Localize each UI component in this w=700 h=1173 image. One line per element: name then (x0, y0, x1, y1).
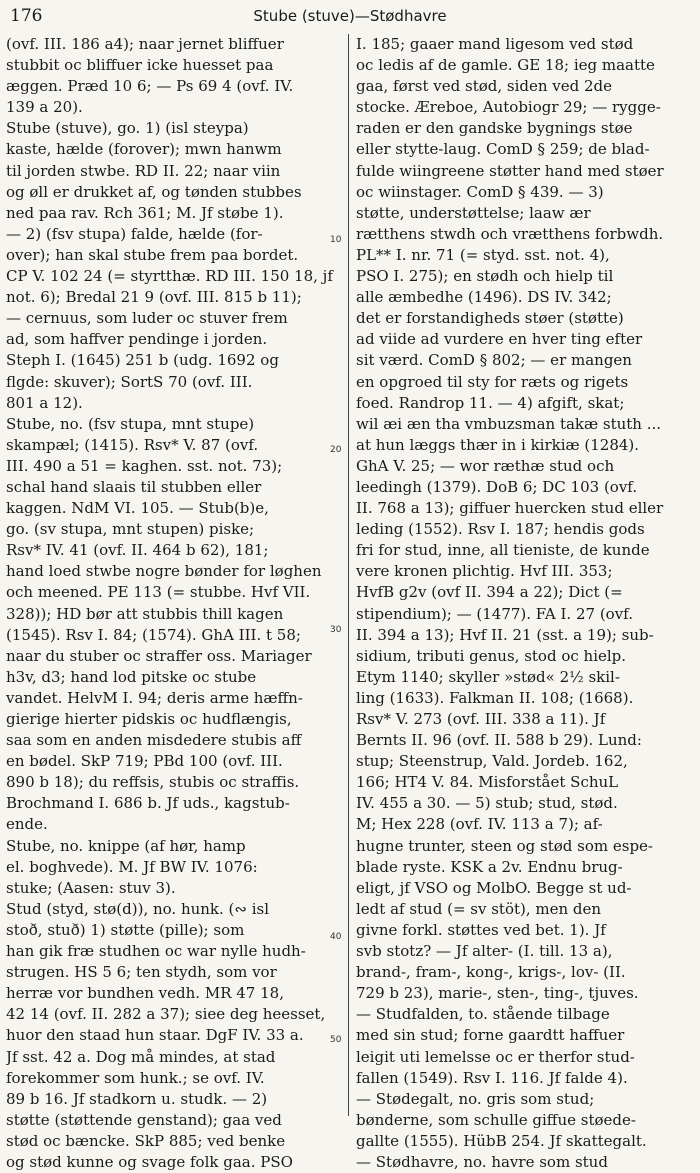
text-line: 328)); HD bør att stubbis thill kagen (6, 604, 284, 623)
text-line: naar du stuber oc straffer oss. Mariager (6, 646, 312, 665)
text-line: oc wiinstager. ComD § 439. — 3) (356, 182, 604, 201)
text-line: h3v, d3; hand lod pitske oc stube (6, 667, 257, 686)
text-line: rætthens stwdh och vrætthens forbwdh. (356, 224, 664, 243)
line-number: 30 (330, 625, 342, 635)
text-line: skampæl; (1415). Rsv* V. 87 (ovf. (6, 435, 259, 454)
text-line: wil æi æn tha vmbuzsman takæ stuth ... (356, 414, 662, 433)
text-line: ling (1633). Falkman II. 108; (1668). (356, 688, 634, 707)
text-line: hand loed stwbe nogre bønder for løghen (6, 562, 322, 581)
text-line: det er forstandigheds støer (støtte) (356, 309, 624, 328)
text-line: svb stotz? — Jf alter- (I. till. 13 a), (356, 942, 613, 961)
text-line: gierige hierter pidskis oc hudflængis, (6, 710, 292, 728)
text-line: til jorden stwbe. RD II. 22; naar viin (6, 161, 281, 180)
text-line: flgde: skuver); SortS 70 (ovf. III. (6, 372, 253, 391)
text-line: ad, som haffver pendinge i jorden. (6, 330, 268, 349)
text-line: strugen. HS 5 6; ten stydh, som vor (6, 963, 277, 982)
text-line: stocke. Æreboe, Autobiogr 29; — rygge- (356, 98, 661, 117)
text-line: stup; Steenstrup, Vald. Jordeb. 162, (356, 752, 628, 771)
text-line: en opgroed til sty for ræts og rigets (356, 372, 629, 391)
text-line: hugne trunter, steen og stød som espe- (356, 836, 653, 855)
text-line: Brochmand I. 686 b. Jf uds., kagstub- (6, 794, 290, 813)
line-number: 10 (330, 235, 342, 245)
text-line: brand-, fram-, kong-, krigs-, lov- (II. (356, 963, 626, 982)
text-line: foed. Randrop 11. — 4) afgift, skat; (356, 393, 625, 412)
text-line: 42 14 (ovf. II. 282 a 37); siee deg heesset, (6, 1005, 326, 1024)
text-line: stubbit oc bliffuer icke huesset paa (6, 56, 274, 75)
text-line: blade ryste. KSK a 2v. Endnu brug- (356, 857, 623, 876)
text-line: leding (1552). Rsv I. 187; hendis gods (356, 520, 645, 539)
text-line: forekommer som hunk.; se ovf. IV. (6, 1068, 265, 1087)
text-line: gallte (1555). HübB 254. Jf skattegalt. (356, 1131, 647, 1150)
text-line: ende. (6, 815, 48, 834)
text-line: II. 394 a 13); Hvf II. 21 (sst. a 19); sub- (356, 625, 654, 644)
text-line: stipendium); — (1477). FA I. 27 (ovf. (356, 604, 633, 623)
line-number: 20 (330, 445, 342, 455)
text-line: og øll er drukket af, og tønden stubbes (6, 182, 302, 201)
text-line: CP V. 102 24 (= styrtthæ. RD III. 150 18, jf (6, 267, 333, 286)
text-line: schal hand slaais til stubben eller (6, 477, 262, 496)
page-header (0, 0, 700, 34)
text-line: not. 6); Bredal 21 9 (ovf. III. 815 b 11); (6, 288, 302, 307)
text-line: 166; HT4 V. 84. Misforstået SchuL (356, 773, 619, 792)
text-line: Jf sst. 42 a. Dog må mindes, at stad (6, 1047, 276, 1066)
text-line: (1545). Rsv I. 84; (1574). GhA III. t 58; (6, 625, 301, 644)
text-line: el. boghvede). M. Jf BW IV. 1076: (6, 857, 258, 876)
text-line: herræ vor bundhen vedh. MR 47 18, (6, 984, 284, 1003)
text-line: 890 b 18); du reffsis, stubis oc straffis. (6, 773, 300, 792)
text-line: sit værd. ComD § 802; — er mangen (356, 351, 632, 370)
text-line: kaggen. NdM VI. 105. — Stub(b)e, (6, 499, 269, 518)
text-line: sidium, tributi genus, stod oc hielp. (356, 646, 627, 665)
text-line: ned paa rav. Rch 361; M. Jf støbe 1). (6, 203, 284, 222)
text-line: — 2) (fsv stupa) falde, hælde (for- (6, 224, 263, 243)
text-line: ad viide ad vurdere en hver ting efter (356, 330, 643, 349)
text-line: (ovf. III. 186 a4); naar jernet bliffuer (6, 35, 284, 53)
text-line: — Studfalden, to. stående tilbage (356, 1005, 610, 1024)
text-line: eligt, jf VSO og MolbO. Begge st ud- (356, 878, 632, 897)
text-line: og stød kunne og svage folk gaa. PSO (6, 1152, 293, 1171)
text-line: Stube, no. (fsv stupa, mnt stupe) (6, 414, 255, 433)
text-line: stoð, stuð) 1) støtte (pille); som (6, 920, 245, 939)
text-line: huor den staad hun staar. DgF IV. 33 a. (6, 1026, 304, 1045)
text-line: Rsv* IV. 41 (ovf. II. 464 b 62), 181; (6, 541, 269, 560)
text-line: han gik fræ studhen oc war nylle hudh- (6, 942, 306, 961)
text-line: Rsv* V. 273 (ovf. III. 338 a 11). Jf (356, 710, 606, 728)
line-number: 50 (330, 1035, 342, 1045)
text-line: PSO I. 275); en stødh och hielp til (356, 267, 614, 286)
left-column (6, 34, 344, 1173)
text-line: Stube, no. knippe (af hør, hamp (6, 836, 246, 855)
text-line: PL** I. nr. 71 (= styd. sst. not. 4), (356, 245, 610, 264)
text-line: vandet. HelvM I. 94; deris arme hæffn- (6, 688, 303, 707)
page-number: 176 (10, 6, 43, 26)
text-line: IV. 455 a 30. — 5) stub; stud, stød. (356, 794, 618, 813)
text-line: fallen (1549). Rsv I. 116. Jf falde 4). (356, 1068, 628, 1087)
text-line: 729 b 23), marie-, sten-, ting-, tjuves. (356, 984, 639, 1003)
text-line: vere kronen plichtig. Hvf III. 353; (356, 562, 613, 581)
text-line: GhA V. 25; — wor ræthæ stud och (356, 456, 615, 475)
text-line: saa som en anden misdedere stubis aff (6, 731, 302, 750)
text-line: leedingh (1379). DoB 6; DC 103 (ovf. (356, 477, 638, 496)
text-line: at hun læggs thær in i kirkiæ (1284). (356, 435, 640, 454)
text-line: ledt af stud (= sv stöt), men den (356, 899, 602, 918)
right-column (356, 34, 694, 1173)
text-line: Stud (styd, stø(d)), no. hunk. (∾ isl (6, 899, 270, 918)
text-line: Stube (stuve), go. 1) (isl steypa) (6, 119, 249, 138)
text-line: II. 768 a 13); giffuer huercken stud eller (356, 499, 664, 518)
text-line: støtte (støttende genstand); gaa ved (6, 1110, 282, 1129)
text-line: 801 a 12). (6, 393, 83, 412)
text-line: Etym 1140; skyller »stød« 2½ skil- (356, 667, 620, 686)
text-line: III. 490 a 51 = kaghen. sst. not. 73); (6, 456, 283, 475)
text-line: fulde wiingreene støtter hand med støer (356, 161, 664, 180)
text-line: alle æmbedhe (1496). DS IV. 342; (356, 288, 612, 307)
text-line: stød oc bæncke. SkP 885; ved benke (6, 1131, 286, 1150)
text-line: I. 185; gaaer mand ligesom ved stød (356, 35, 634, 53)
text-line: med sin stud; forne gaardtt haffuer (356, 1026, 625, 1045)
text-line: och meened. PE 113 (= stubbe. Hvf VII. (6, 583, 311, 602)
text-line: — Stødegalt, no. gris som stud; (356, 1089, 595, 1108)
text-line: Bernts II. 96 (ovf. II. 588 b 29). Lund: (356, 731, 642, 750)
text-line: gaa, først ved stød, siden ved 2de (356, 77, 613, 96)
text-line: en bødel. SkP 719; PBd 100 (ovf. III. (6, 752, 283, 771)
text-line: æggen. Præd 10 6; — Ps 69 4 (ovf. IV. (6, 77, 294, 96)
text-line: — Stødhavre, no. havre som stud (356, 1152, 608, 1171)
text-line: go. (sv stupa, mnt stupen) piske; (6, 520, 255, 539)
text-line: M; Hex 228 (ovf. IV. 113 a 7); af- (356, 815, 603, 834)
text-line: eller stytte-laug. ComD § 259; de blad- (356, 140, 650, 159)
text-line: bønderne, som schulle giffue støede- (356, 1110, 636, 1129)
text-line: fri for stud, inne, all tieniste, de kunde (356, 541, 650, 560)
text-line: over); han skal stube frem paa bordet. (6, 245, 299, 264)
text-line: leigit uti lemelsse oc er therfor stud- (356, 1047, 635, 1066)
text-line: oc ledis af de gamle. GE 18; ieg maatte (356, 56, 655, 75)
running-title: Stube (stuve)—Stødhavre (253, 7, 447, 25)
column-divider (348, 34, 349, 1116)
text-line: Steph I. (1645) 251 b (udg. 1692 og (6, 351, 279, 370)
text-line: 139 a 20). (6, 98, 83, 117)
text-line: stuke; (Aasen: stuv 3). (6, 878, 176, 897)
text-line: 89 b 16. Jf stadkorn u. studk. — 2) (6, 1089, 268, 1108)
line-number: 40 (330, 932, 342, 942)
text-line: raden er den gandske bygnings støe (356, 119, 633, 138)
text-line: — cernuus, som luder oc stuver frem (6, 309, 288, 328)
text-line: HvfB g2v (ovf II. 394 a 22); Dict (= (356, 583, 623, 602)
text-line: støtte, understøttelse; laaw ær (356, 203, 591, 222)
text-line: givne forkl. støttes ved bet. 1). Jf (356, 920, 606, 939)
text-line: kaste, hælde (forover); mwn hanwm (6, 140, 282, 159)
